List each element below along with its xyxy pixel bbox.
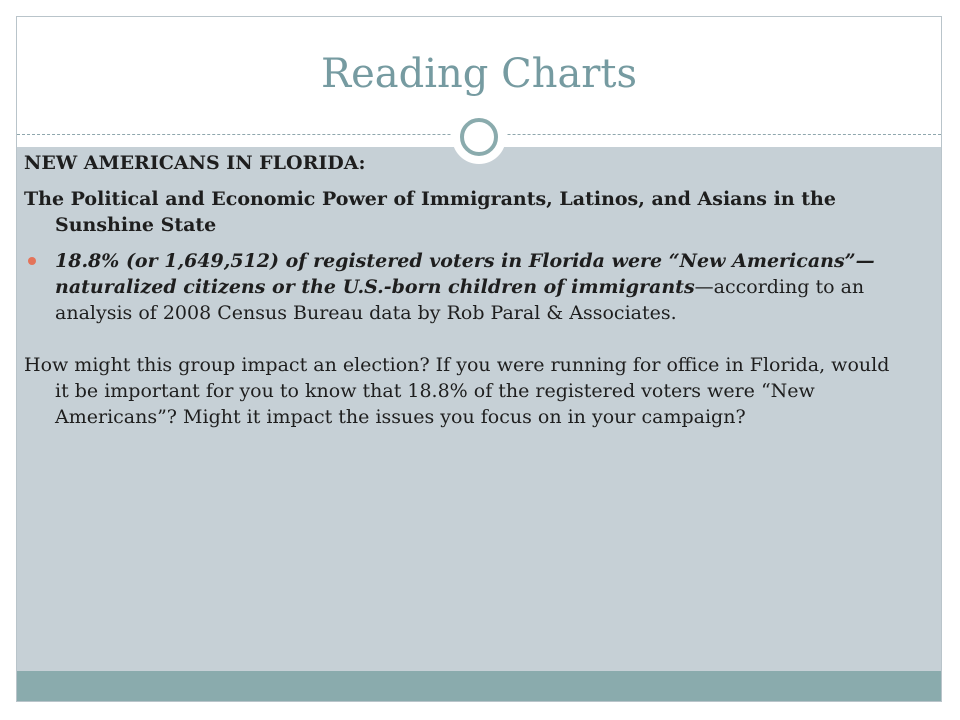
footer-band: [17, 671, 941, 702]
bullet-emphasis-text: 18.8% (or 1,649,512) of registered voters in Florida were “New Americans”—naturalized citizens or the U.S.-born children of immigrants: [55, 250, 875, 298]
heading-new-americans: NEW AMERICANS IN FLORIDA:: [24, 152, 366, 174]
bullet-dot-icon: [28, 257, 36, 265]
question-paragraph: How might this group impact an election? If you were running for office in Florida, would it be important for you to know that 18.8% of the registered voters were “New Americans”? Might it impact the issues you focus on in your campaign?: [24, 354, 890, 428]
heading-subtitle: The Political and Economic Power of Immigrants, Latinos, and Asians in the Sunshine State: [24, 188, 836, 236]
spacer: [24, 326, 894, 352]
bullet-item: [24, 248, 894, 326]
bullet-rest-text: —according to an analysis of 2008 Census Bureau data by Rob Paral & Associates.: [55, 276, 865, 324]
slide-content: [24, 150, 894, 440]
slide-title: Reading Charts: [320, 51, 638, 97]
